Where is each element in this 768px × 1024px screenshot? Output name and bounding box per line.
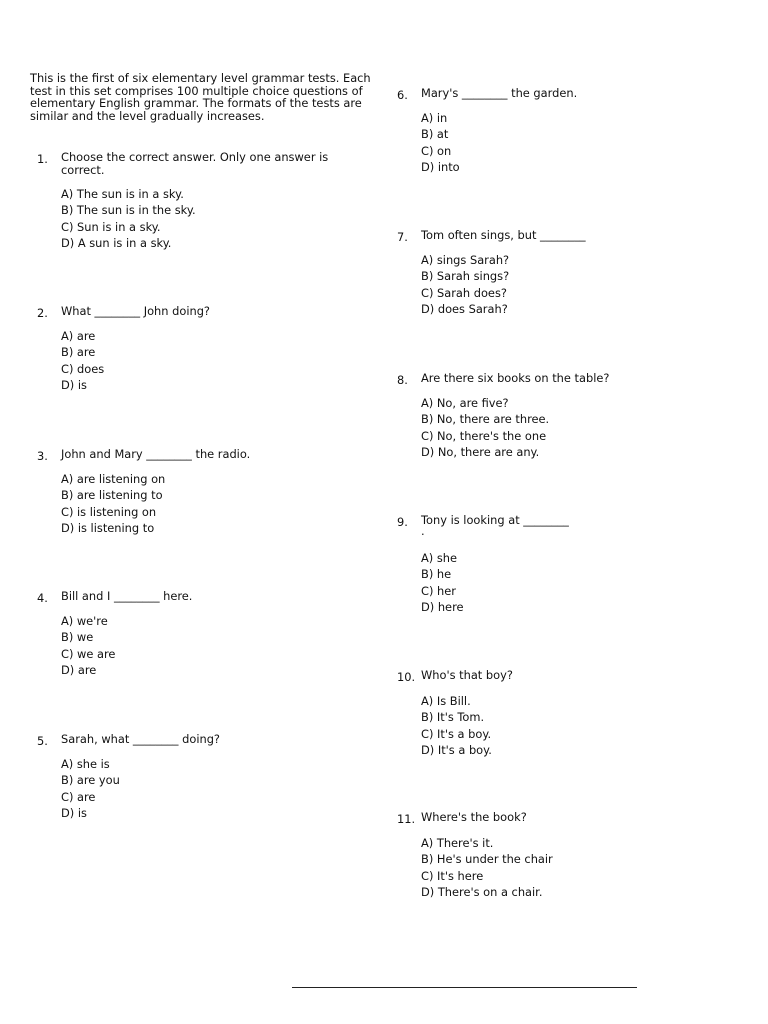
question-number: 9. bbox=[397, 515, 408, 529]
option-d[interactable]: D) A sun is in a sky. bbox=[61, 235, 172, 250]
question-number: 2. bbox=[37, 306, 48, 320]
question-text: Sarah, what ________ doing? bbox=[61, 732, 220, 746]
option-b[interactable]: B) are listening to bbox=[61, 488, 163, 503]
intro-paragraph: This is the first of six elementary level grammar tests. Each test in this set comprises 100 multiple choice questions of elementary English grammar. The formats of the tests are similar and the level gradually increases. bbox=[30, 71, 371, 123]
option-c[interactable]: C) Sarah does? bbox=[421, 285, 507, 300]
question-number: 5. bbox=[37, 734, 48, 748]
option-a[interactable]: A) Is Bill. bbox=[421, 694, 471, 708]
option-c[interactable]: C) her bbox=[421, 583, 456, 598]
option-b[interactable]: B) are you bbox=[61, 773, 120, 788]
option-b[interactable]: B) Sarah sings? bbox=[421, 269, 510, 284]
answer-options bbox=[421, 550, 464, 615]
option-d[interactable]: D) into bbox=[421, 159, 460, 174]
question-text: Who's that boy? bbox=[421, 668, 513, 682]
answer-options bbox=[421, 693, 492, 758]
question-number: 4. bbox=[37, 591, 48, 605]
option-b[interactable]: B) No, there are three. bbox=[421, 412, 550, 427]
option-b[interactable]: B) The sun is in the sky. bbox=[61, 203, 196, 218]
question-number: 10. bbox=[397, 670, 416, 684]
option-b[interactable]: B) are bbox=[61, 345, 96, 360]
option-d[interactable]: D) are bbox=[61, 662, 97, 677]
question-text: Tony is looking at ________ bbox=[421, 513, 569, 527]
question-text: What ________ John doing? bbox=[61, 304, 210, 318]
option-d[interactable]: D) is bbox=[61, 377, 87, 392]
option-c[interactable]: C) on bbox=[421, 143, 452, 158]
option-d[interactable]: D) is bbox=[61, 805, 87, 820]
option-c[interactable]: C) It's a boy. bbox=[421, 726, 492, 741]
question-number: 3. bbox=[37, 449, 48, 463]
question-text: Choose the correct answer. Only one answer is correct. bbox=[61, 150, 329, 177]
question-number: 6. bbox=[397, 88, 408, 102]
option-b[interactable]: B) at bbox=[421, 127, 449, 142]
option-b[interactable]: B) He's under the chair bbox=[421, 852, 553, 867]
option-b[interactable]: B) he bbox=[421, 567, 452, 582]
footer-rule bbox=[292, 987, 637, 988]
option-c[interactable]: C) No, there's the one bbox=[421, 428, 547, 443]
option-b[interactable]: B) we bbox=[61, 630, 94, 645]
answer-options bbox=[421, 252, 509, 317]
option-d[interactable]: D) It's a boy. bbox=[421, 742, 492, 757]
question-text: John and Mary ________ the radio. bbox=[61, 447, 251, 461]
question-text: Are there six books on the table? bbox=[421, 371, 610, 385]
option-a[interactable]: A) are bbox=[61, 329, 96, 343]
question-text: Mary's ________ the garden. bbox=[421, 86, 578, 100]
option-c[interactable]: C) It's here bbox=[421, 868, 484, 883]
option-d[interactable]: D) does Sarah? bbox=[421, 301, 508, 316]
option-a[interactable]: A) are listening on bbox=[61, 472, 166, 486]
option-a[interactable]: A) she is bbox=[61, 757, 110, 771]
option-a[interactable]: A) in bbox=[421, 111, 448, 125]
answer-options bbox=[61, 756, 120, 821]
option-a[interactable]: A) There's it. bbox=[421, 836, 494, 850]
option-a[interactable]: A) The sun is in a sky. bbox=[61, 187, 184, 201]
option-c[interactable]: C) we are bbox=[61, 646, 116, 661]
option-d[interactable]: D) No, there are any. bbox=[421, 444, 540, 459]
question-number: 7. bbox=[397, 230, 408, 244]
answer-options bbox=[421, 835, 553, 900]
option-c[interactable]: C) is listening on bbox=[61, 504, 157, 519]
question-text-trailing-period: . bbox=[421, 524, 425, 538]
option-a[interactable]: A) she bbox=[421, 551, 458, 565]
option-a[interactable]: A) we're bbox=[61, 614, 108, 628]
option-d[interactable]: D) is listening to bbox=[61, 520, 155, 535]
question-number: 11. bbox=[397, 812, 416, 826]
question-text: Where's the book? bbox=[421, 810, 527, 824]
answer-options bbox=[61, 328, 104, 393]
option-a[interactable]: A) sings Sarah? bbox=[421, 253, 510, 267]
option-c[interactable]: C) Sun is in a sky. bbox=[61, 219, 161, 234]
option-a[interactable]: A) No, are five? bbox=[421, 396, 509, 410]
answer-options bbox=[61, 613, 115, 678]
option-d[interactable]: D) here bbox=[421, 599, 464, 614]
option-c[interactable]: C) are bbox=[61, 789, 96, 804]
answer-options bbox=[421, 110, 460, 175]
answer-options bbox=[421, 395, 549, 460]
option-c[interactable]: C) does bbox=[61, 361, 105, 376]
option-b[interactable]: B) It's Tom. bbox=[421, 710, 485, 725]
question-text: Bill and I ________ here. bbox=[61, 589, 193, 603]
question-text: Tom often sings, but ________ bbox=[421, 228, 586, 242]
question-number: 1. bbox=[37, 152, 48, 166]
answer-options bbox=[61, 186, 196, 251]
answer-options bbox=[61, 471, 165, 536]
option-d[interactable]: D) There's on a chair. bbox=[421, 884, 543, 899]
question-number: 8. bbox=[397, 373, 408, 387]
